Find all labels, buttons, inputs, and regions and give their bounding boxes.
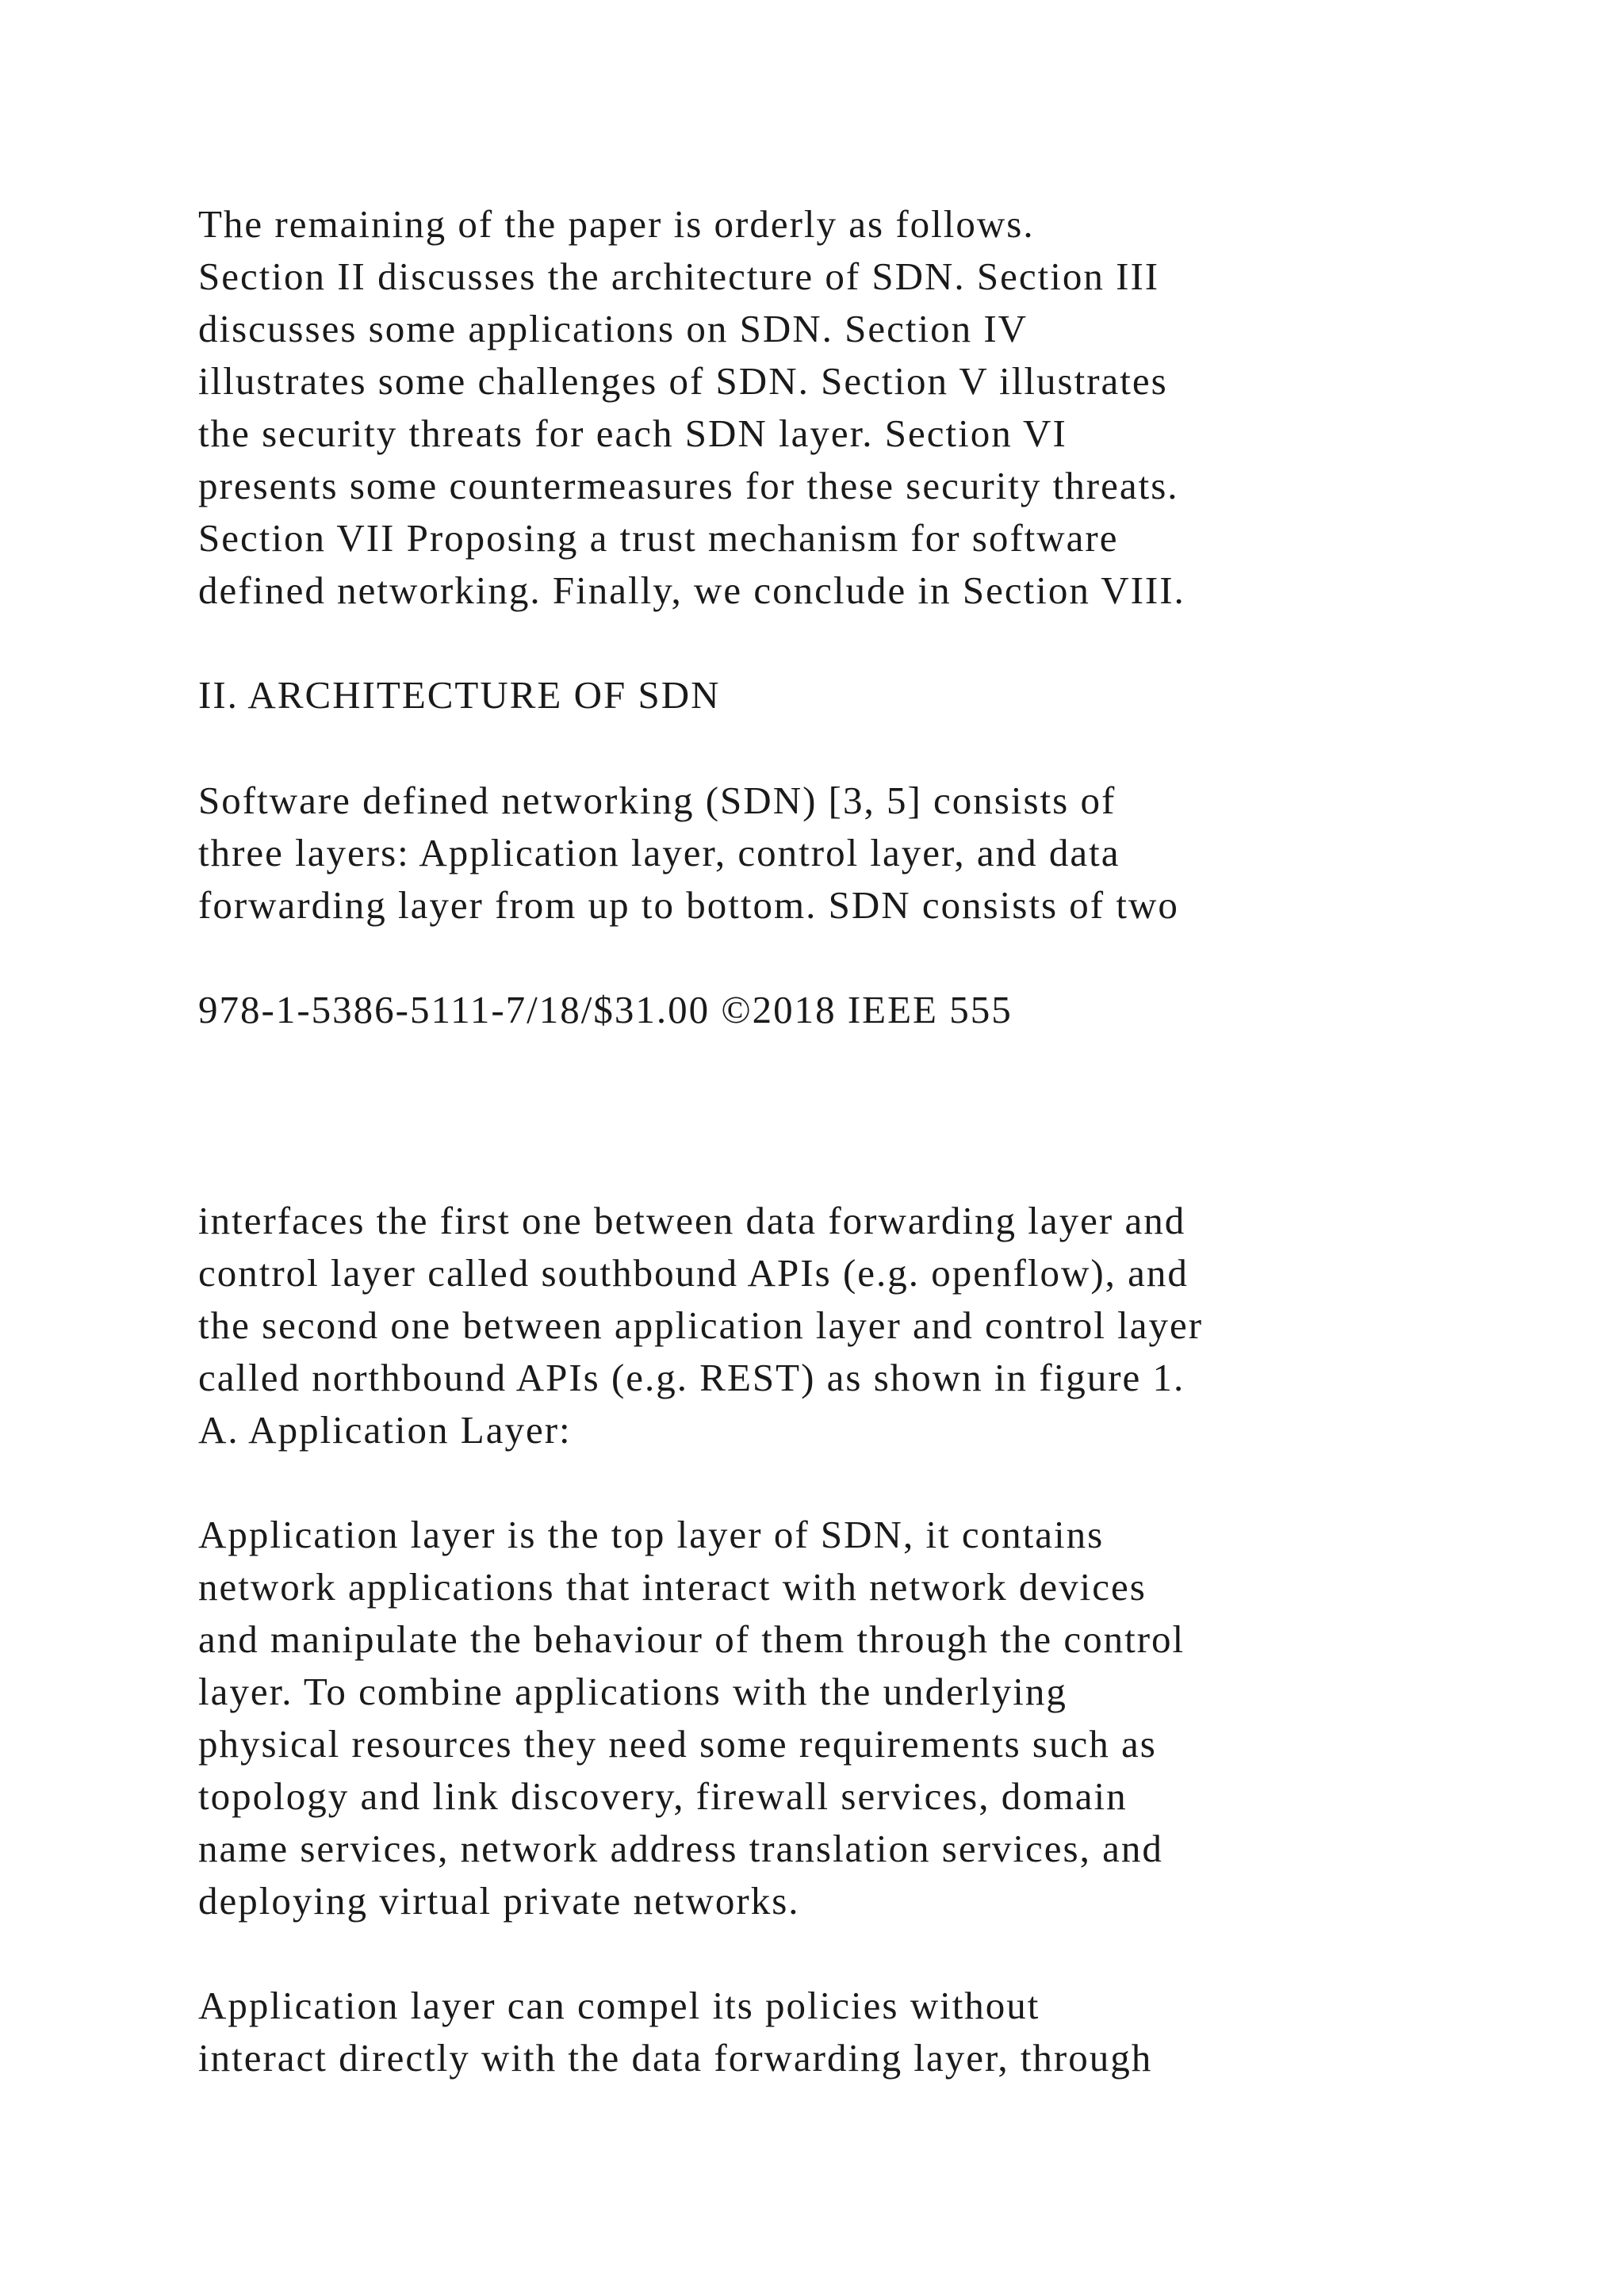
- text-line: Application layer is the top layer of SDN, it contains: [198, 1513, 1105, 1556]
- text-line: layer. To combine applications with the underlying: [198, 1670, 1067, 1713]
- text-line: interact directly with the data forwarding layer, through: [198, 2036, 1153, 2080]
- text-line: defined networking. Finally, we conclude in Section VIII.: [198, 568, 1185, 612]
- text-line: three layers: Application layer, control layer, and data: [198, 831, 1120, 874]
- text-line: presents some countermeasures for these security threats.: [198, 464, 1179, 507]
- text-line: deploying virtual private networks.: [198, 1879, 800, 1923]
- text-line: the second one between application layer and control layer: [198, 1303, 1204, 1347]
- subsection-heading: A. Application Layer:: [198, 1408, 572, 1452]
- text-line: control layer called southbound APIs (e.g. openflow), and: [198, 1251, 1189, 1295]
- text-line: forwarding layer from up to bottom. SDN consists of two: [198, 883, 1179, 927]
- text-line: Section VII Proposing a trust mechanism for software: [198, 516, 1119, 560]
- text-line: Application layer can compel its policies without: [198, 1984, 1040, 2027]
- section-heading: II. ARCHITECTURE OF SDN: [198, 673, 721, 717]
- text-line: topology and link discovery, firewall services, domain: [198, 1774, 1128, 1818]
- text-line: name services, network address translation services, and: [198, 1827, 1163, 1870]
- text-line: Section II discusses the architecture of SDN. Section III: [198, 254, 1160, 298]
- text-line: physical resources they need some requirements such as: [198, 1722, 1157, 1766]
- text-line: network applications that interact with network devices: [198, 1565, 1147, 1609]
- text-line: discusses some applications on SDN. Section IV: [198, 307, 1028, 350]
- text-line: The remaining of the paper is orderly as follows.: [198, 202, 1035, 246]
- text-line: the security threats for each SDN layer. Section VI: [198, 411, 1067, 455]
- text-line: Software defined networking (SDN) [3, 5] consists of: [198, 779, 1116, 822]
- text-line: and manipulate the behaviour of them through the control: [198, 1617, 1185, 1661]
- text-line: illustrates some challenges of SDN. Section V illustrates: [198, 359, 1168, 403]
- text-line: interfaces the first one between data forwarding layer and: [198, 1199, 1186, 1242]
- text-line: called northbound APIs (e.g. REST) as shown in figure 1.: [198, 1356, 1185, 1399]
- page-footer: 978-1-5386-5111-7/18/$31.00 ©2018 IEEE 555: [198, 988, 1013, 1031]
